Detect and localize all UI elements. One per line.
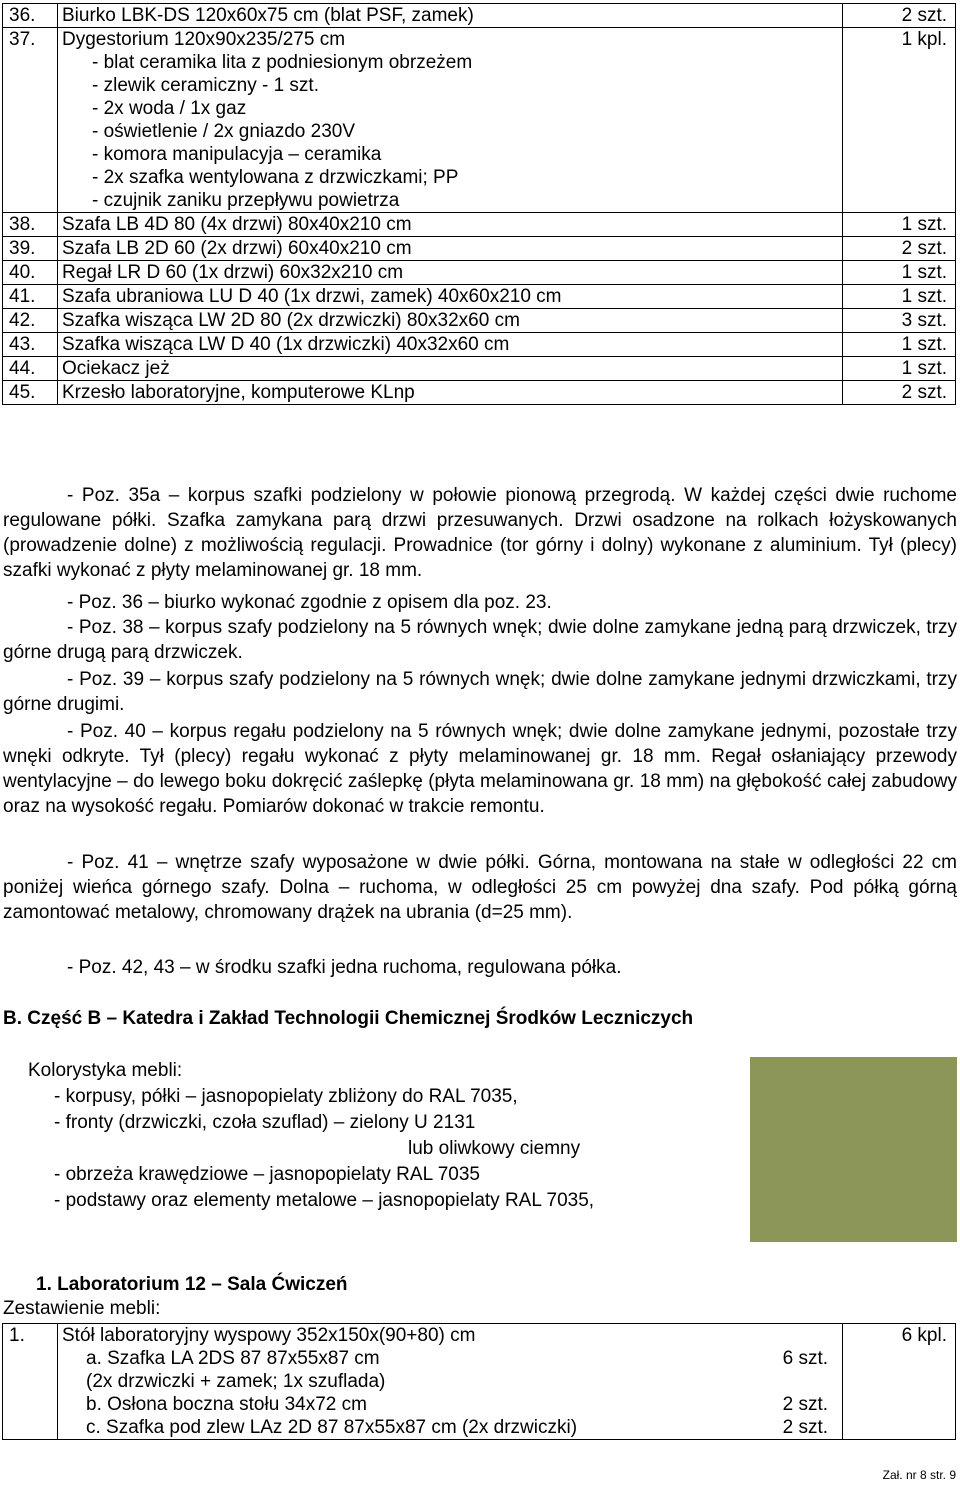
color-item: lub oliwkowy ciemny <box>408 1138 581 1159</box>
section-title: B. Część B – Katedra i Zakład Technologii Chemicznej Środków Leczniczych <box>3 1008 694 1029</box>
note-paragraph: - Poz. 40 – korpus regału podzielony na 5 równych wnęk; dwie dolne zamykane jednymi, pozostałe trzy wnęki odkryte. Tył (plecy) regału wykonać z płyty melaminowanej gr. 18 mm. Regał osłaniający przewody wentylacyjne – do lewego boku dokręcić zaślepkę (płyta melaminowana gr. 18 mm) na głębokość całej zabudowy oraz na wysokość regału. Pomiarów dokonać w trakcie remontu. <box>3 721 957 817</box>
row-number: 1. <box>3 1324 58 1440</box>
row-quantity: 1 szt. <box>843 213 956 237</box>
row-description: Szafka wisząca LW D 40 (1x drzwiczki) 40x32x60 cm <box>58 333 843 357</box>
row-quantity: 1 kpl. <box>843 28 956 213</box>
row-subline: - zlewik ceramiczny - 1 szt. <box>92 75 319 96</box>
table-row <box>3 4 956 28</box>
note-paragraph: - Poz. 35a – korpus szafki podzielony w połowie pionową przegrodą. W każdej części dwie ruchome regulowane półki. Szafka zamykana parą drzwi przesuwanych. Drzwi osadzone na rolkach łożyskowanych (prowadzenie dolne) z możliwością regulacji. Prowadnice (tor górny i dolny) wykonane z aluminium. Tył (plecy) szafki wykonać z płyty melaminowanej gr. 18 mm. <box>3 485 957 581</box>
table-row <box>3 381 956 405</box>
row-description: Biurko LBK-DS 120x60x75 cm (blat PSF, zamek) <box>58 4 843 28</box>
row-subline: - 2x szafka wentylowana z drzwiczkami; PP <box>92 167 459 188</box>
table-row <box>3 357 956 381</box>
sub-item: a. Szafka LA 2DS 87 87x55x87 cm 6 szt. <box>86 1348 828 1369</box>
row-quantity: 2 szt. <box>843 237 956 261</box>
note-paragraph: - Poz. 42, 43 – w środku szafki jedna ruchoma, regulowana półka. <box>67 957 622 978</box>
table-row <box>3 1324 956 1440</box>
row-subline: - blat ceramika lita z podniesionym obrzeżem <box>92 52 473 73</box>
row-description: Krzesło laboratoryjne, komputerowe KLnp <box>58 381 843 405</box>
row-description: Szafa LB 2D 60 (2x drzwi) 60x40x210 cm <box>58 237 843 261</box>
color-item: - korpusy, półki – jasnopopielaty zbliżony do RAL 7035, <box>54 1086 518 1107</box>
page-footer: Zał. nr 8 str. 9 <box>882 1468 956 1482</box>
table-row <box>3 261 956 285</box>
items-table-bottom <box>2 1323 956 1440</box>
row-description-block <box>58 1324 843 1440</box>
lab-subtitle: Zestawienie mebli: <box>3 1298 161 1319</box>
row-subline: - oświetlenie / 2x gniazdo 230V <box>92 121 355 142</box>
row-number: 37. <box>3 28 58 213</box>
row-description: Stół laboratoryjny wyspowy 352x150x(90+80) cm <box>62 1325 476 1346</box>
row-number: 36. <box>3 4 58 28</box>
row-number: 40. <box>3 261 58 285</box>
row-description: Szafka wisząca LW 2D 80 (2x drzwiczki) 80x32x60 cm <box>58 309 843 333</box>
row-description: Dygestorium 120x90x235/275 cm <box>62 29 346 50</box>
color-item: - obrzeża krawędziowe – jasnopopielaty RAL 7035 <box>54 1164 480 1185</box>
row-quantity: 2 szt. <box>843 4 956 28</box>
colors-heading: Kolorystyka mebli: <box>28 1060 183 1081</box>
color-swatch <box>750 1057 957 1242</box>
row-quantity: 3 szt. <box>843 309 956 333</box>
row-quantity: 1 szt. <box>843 357 956 381</box>
note-paragraph: - Poz. 36 – biurko wykonać zgodnie z opisem dla poz. 23. <box>67 592 552 613</box>
table-row <box>3 28 956 213</box>
row-number: 43. <box>3 333 58 357</box>
color-item: - fronty (drzwiczki, czoła szuflad) – zielony U 2131 <box>54 1112 476 1133</box>
row-subline: - 2x woda / 1x gaz <box>92 98 247 119</box>
row-quantity: 6 kpl. <box>843 1324 956 1440</box>
row-quantity: 1 szt. <box>843 333 956 357</box>
row-quantity: 1 szt. <box>843 285 956 309</box>
row-quantity: 2 szt. <box>843 381 956 405</box>
row-description: Szafa ubraniowa LU D 40 (1x drzwi, zamek) 40x60x210 cm <box>58 285 843 309</box>
items-table-top <box>2 3 956 405</box>
table-row <box>3 333 956 357</box>
row-number: 44. <box>3 357 58 381</box>
note-paragraph: - Poz. 39 – korpus szafy podzielony na 5 równych wnęk; dwie dolne zamykane jednymi drzwiczkami, trzy górne drugimi. <box>3 669 957 715</box>
row-number: 38. <box>3 213 58 237</box>
row-number: 41. <box>3 285 58 309</box>
row-number: 39. <box>3 237 58 261</box>
lab-title: 1. Laboratorium 12 – Sala Ćwiczeń <box>36 1274 348 1295</box>
row-description-block <box>58 28 843 213</box>
row-description: Regał LR D 60 (1x drzwi) 60x32x210 cm <box>58 261 843 285</box>
note-paragraph: - Poz. 38 – korpus szafy podzielony na 5 równych wnęk; dwie dolne zamykane jedną parą drzwiczek, trzy górne drugą parą drzwiczek. <box>3 617 957 663</box>
row-subline: - czujnik zaniku przepływu powietrza <box>92 190 400 211</box>
table-row <box>3 213 956 237</box>
note-paragraph: - Poz. 41 – wnętrze szafy wyposażone w dwie półki. Górna, montowana na stałe w odległości 22 cm poniżej wieńca górnego szafy. Dolna – ruchoma, w odległości 25 cm powyżej dna szafy. Pod półką górną zamontować metalowy, chromowany drążek na ubrania (d=25 mm). <box>3 852 957 923</box>
row-quantity: 1 szt. <box>843 261 956 285</box>
color-item: - podstawy oraz elementy metalowe – jasnopopielaty RAL 7035, <box>54 1190 595 1211</box>
row-description: Ociekacz jeż <box>58 357 843 381</box>
table-row <box>3 285 956 309</box>
row-number: 42. <box>3 309 58 333</box>
row-description: Szafa LB 4D 80 (4x drzwi) 80x40x210 cm <box>58 213 843 237</box>
row-number: 45. <box>3 381 58 405</box>
row-subline: - komora manipulacyja – ceramika <box>92 144 382 165</box>
sub-item: b. Osłona boczna stołu 34x72 cm 2 szt. <box>86 1394 828 1415</box>
table-row <box>3 309 956 333</box>
table-row <box>3 237 956 261</box>
sub-item: (2x drzwiczki + zamek; 1x szuflada) <box>86 1371 386 1392</box>
sub-item: c. Szafka pod zlew LAz 2D 87 87x55x87 cm (2x drzwiczki) 2 szt. <box>86 1417 828 1438</box>
